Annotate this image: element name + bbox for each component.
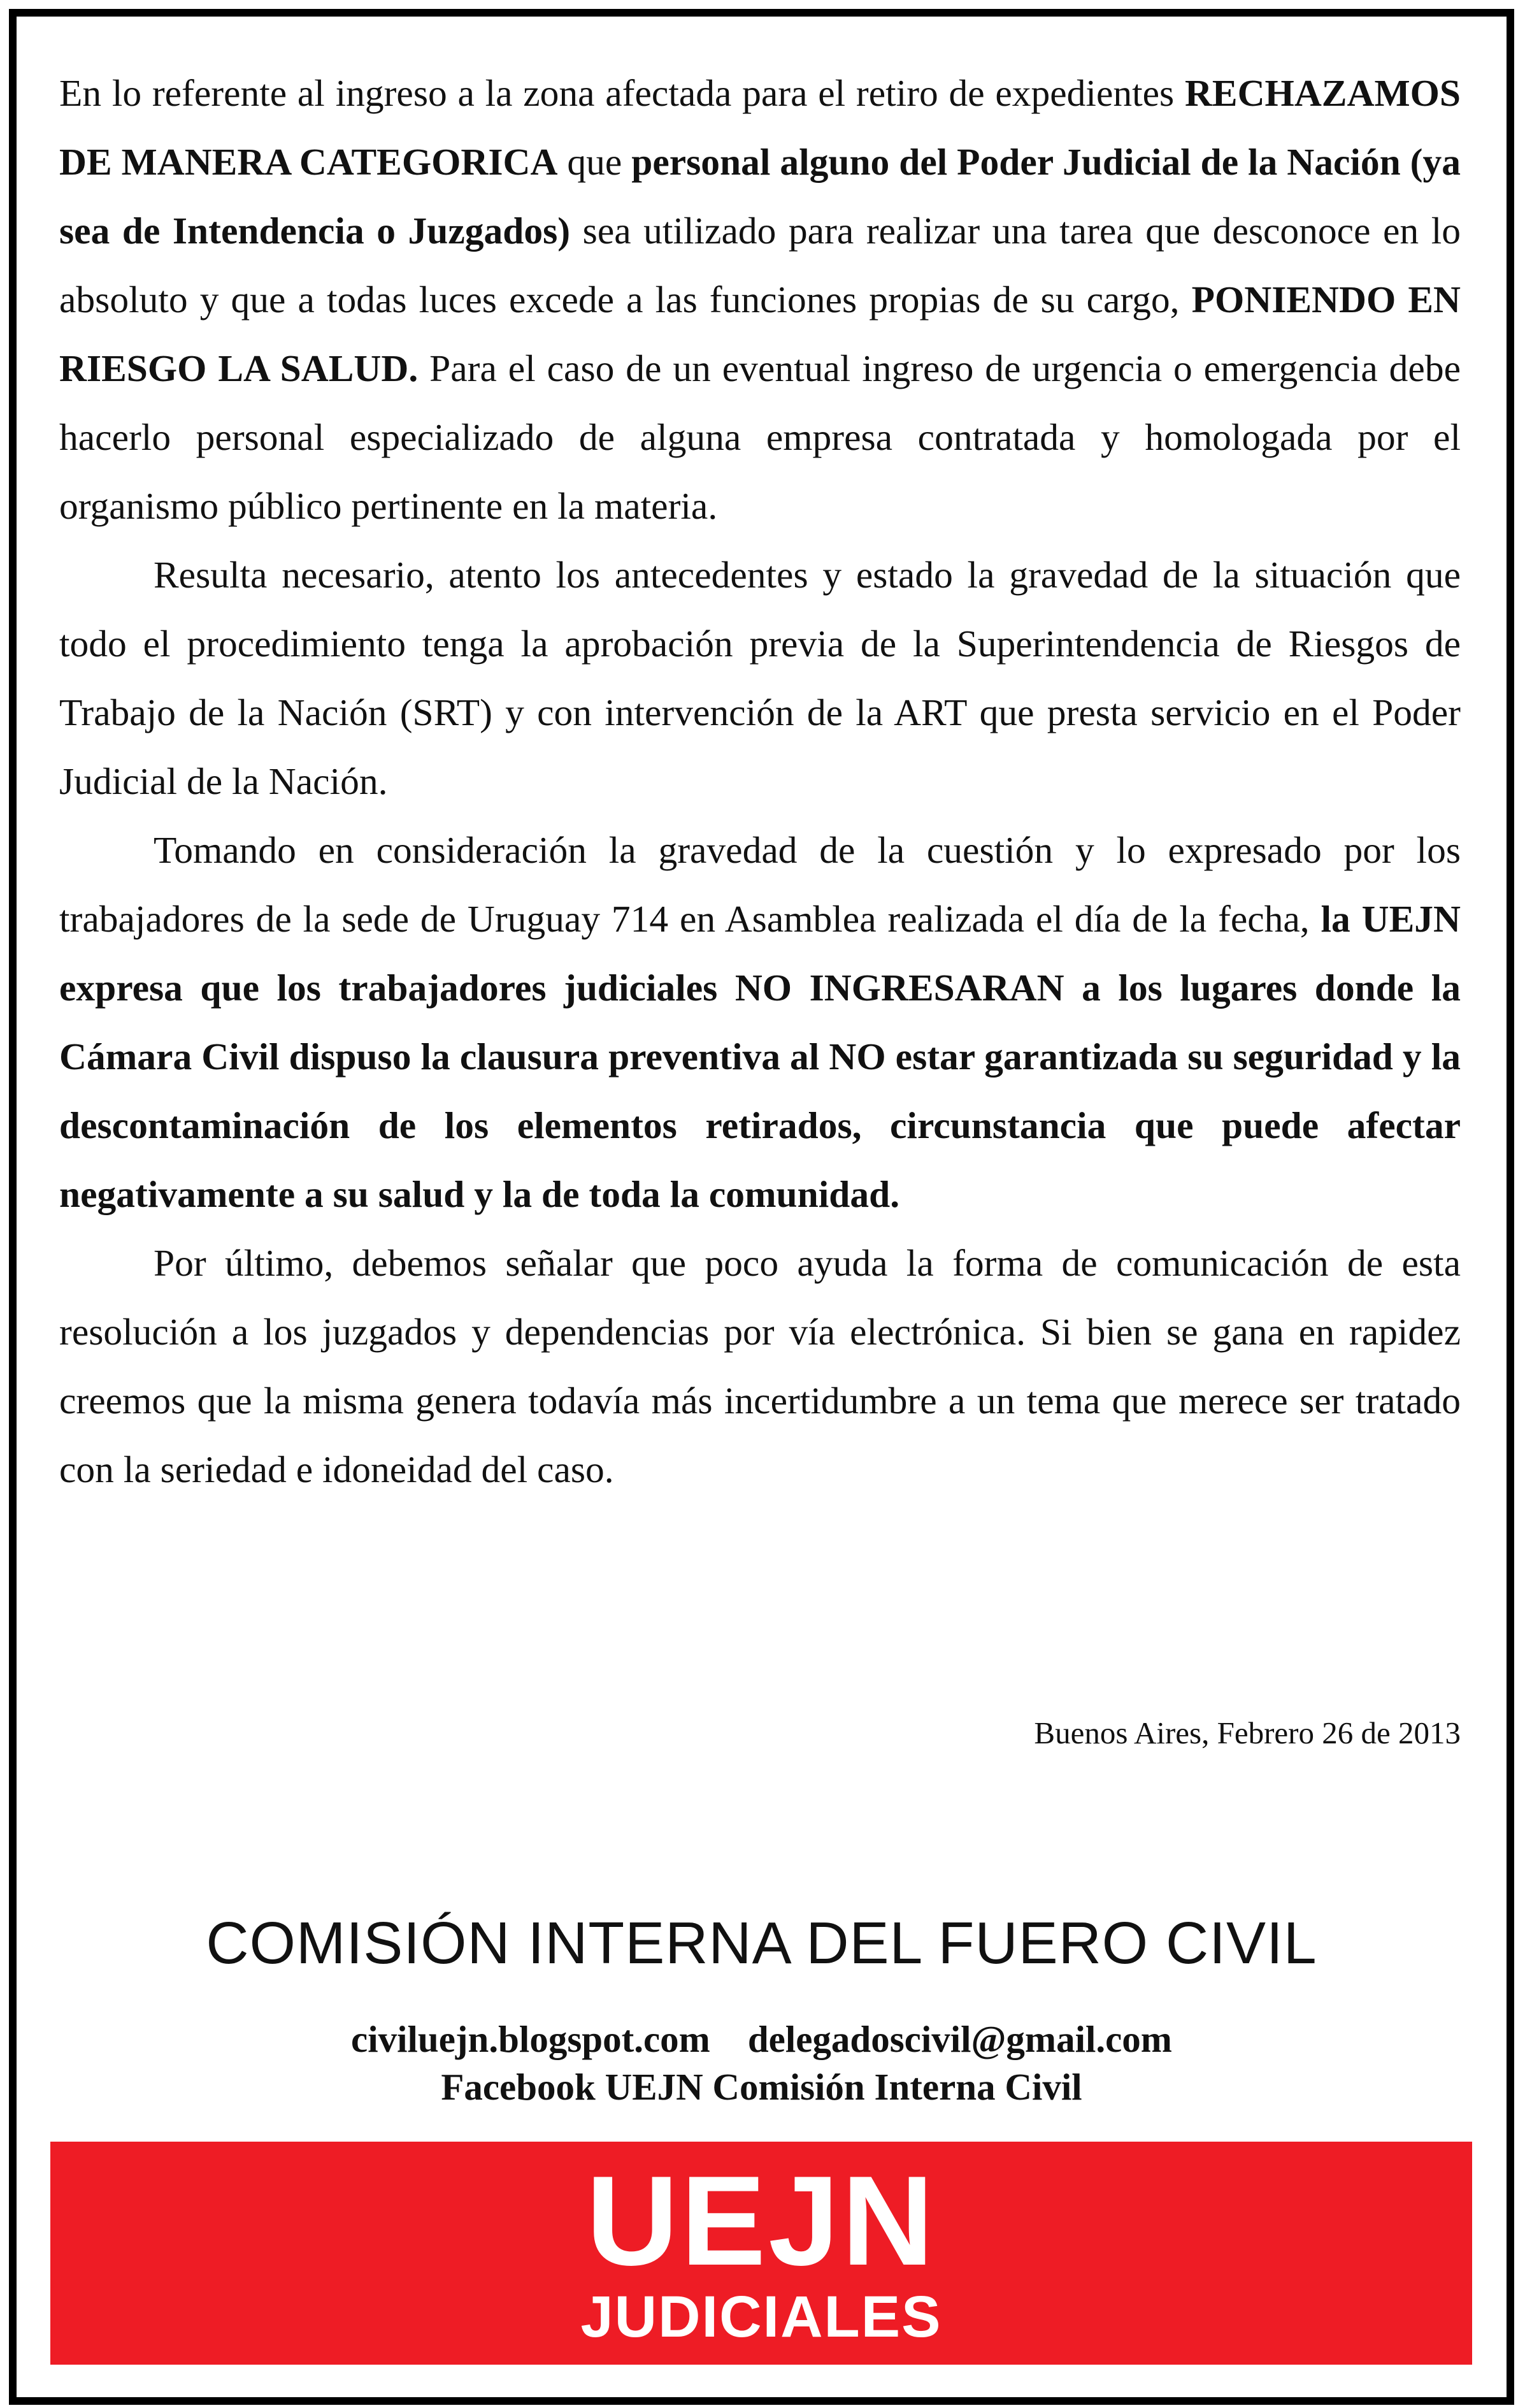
paragraph-3-run-2: la UEJN expresa que los trabajadores judiciales NO INGRESARAN a los lugares donde la Cámara Civil dispuso la clausura preventiva al NO estar garantizada su seguridad y la descontaminación de los elementos retirados, circunstancia que puede afectar negativamente a su salud y la de toda la comunidad. (59, 898, 1461, 1215)
paragraph-1 (59, 59, 1461, 540)
commission-title: COMISIÓN INTERNA DEL FUERO CIVIL (206, 1910, 1317, 1976)
paragraph-4-run-1: Por último, debemos señalar que poco ayuda la forma de comunicación de esta resolución a los juzgados y dependencias por vía electrónica. Si bien se gana en rapidez creemos que la misma genera todavía más incertidumbre a un tema que merece ser tratado con la seriedad e idoneidad del caso. (59, 1242, 1461, 1490)
contact-line-facebook: Facebook UEJN Comisión Interna Civil (441, 2066, 1082, 2108)
paragraph-1-run-7: Para el caso de un eventual ingreso de urgencia o emergencia debe hacerlo personal especializado de alguna empresa contratada y homologada por el organismo público pertinente en la materia. (59, 347, 1461, 527)
contact-line-web-email: civiluejn.blogspot.com delegadoscivil@gmail.com (351, 2018, 1172, 2060)
paragraph-1-run-1: En lo referente al ingreso a la zona afectada para el retiro de expedientes (59, 72, 1185, 114)
paragraph-3 (59, 816, 1461, 1229)
paragraph-1-run-3: que (557, 141, 632, 183)
date-line: Buenos Aires, Febrero 26 de 2013 (1034, 1715, 1461, 1750)
paragraph-2 (59, 540, 1461, 816)
paragraph-2-run-1: Resulta necesario, atento los antecedentes y estado la gravedad de la situación que todo el procedimiento tenga la aprobación previa de la Superintendencia de Riesgos de Trabajo de la Nación (SRT) y con intervención de la ART que presta servicio en el Poder Judicial de la Nación. (59, 554, 1461, 802)
logo-main-text: UEJN (586, 2150, 936, 2292)
document-body (59, 59, 1461, 1504)
paragraph-3-run-1: Tomando en consideración la gravedad de la cuestión y lo expresado por los trabajadores de la sede de Uruguay 714 en Asamblea realizada el día de la fecha, (59, 829, 1461, 940)
uejn-logo-banner (50, 2142, 1472, 2365)
paragraph-1-run-6: PONIENDO EN RIESGO LA SALUD. (59, 278, 1461, 389)
paragraph-1-run-4: personal alguno del Poder Judicial de la Nación (ya sea de Intendencia o Juzgados) (59, 141, 1461, 252)
paragraph-4 (59, 1229, 1461, 1504)
document-frame (9, 9, 1514, 2405)
paragraph-1-run-5: sea utilizado para realizar una tarea que desconoce en lo absoluto y que a todas luces excede a las funciones propias de su cargo, (59, 210, 1461, 321)
paragraph-1-run-2: RECHAZAMOS DE MANERA CATEGORICA (59, 72, 1461, 183)
logo-sub-text: JUDICIALES (580, 2284, 942, 2349)
